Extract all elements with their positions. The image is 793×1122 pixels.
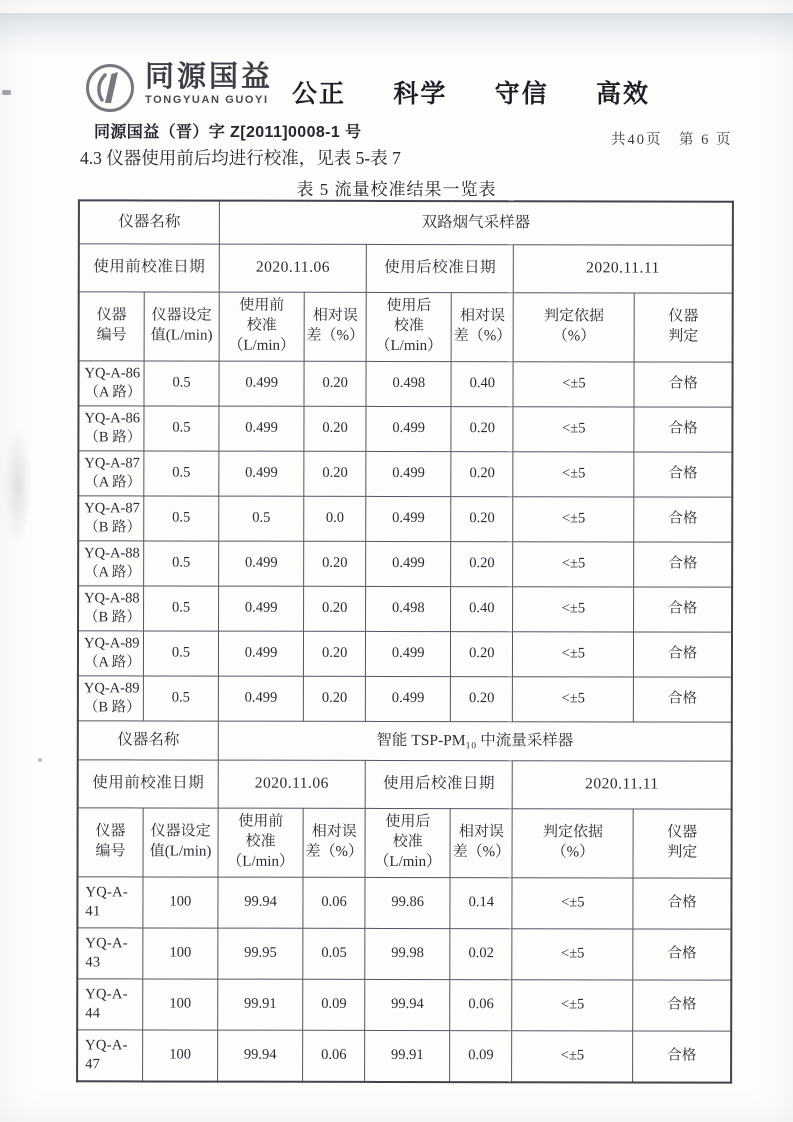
- instrument-id-cell: YQ-A-87 （B 路）: [78, 496, 143, 541]
- table-cell: 0.498: [366, 361, 451, 406]
- table-cell: 0.06: [303, 877, 365, 928]
- table-cell: 100: [143, 979, 218, 1030]
- column-header: 仪器 判定: [633, 809, 731, 878]
- table-cell: <±5: [512, 1031, 633, 1083]
- company-brand: [84, 62, 273, 114]
- post-date-label: 使用后校准日期: [366, 244, 513, 292]
- table-cell: 0.02: [450, 929, 512, 980]
- table-cell: 0.499: [219, 541, 304, 586]
- table-cell: 合格: [634, 497, 732, 542]
- column-header: 判定依据 （%）: [513, 293, 634, 362]
- column-header: 仪器 编号: [79, 292, 145, 361]
- company-name-cn: 同源国益: [145, 61, 274, 93]
- table-cell: 99.94: [218, 877, 303, 928]
- table-cell: 100: [142, 1030, 217, 1082]
- table-cell: <±5: [512, 929, 633, 980]
- table-row: [78, 451, 732, 497]
- instrument-name-value: 双路烟气采样器: [219, 201, 732, 246]
- table-cell: 0.20: [451, 542, 513, 587]
- scan-top-shading: [0, 13, 793, 59]
- table-row: [77, 928, 731, 980]
- column-header-row: [78, 808, 732, 878]
- table-row: [77, 1030, 731, 1083]
- table-cell: 100: [143, 928, 218, 979]
- table-cell: 0.499: [219, 406, 304, 451]
- slogan-word: 高效: [595, 81, 650, 108]
- company-name-en: TONGYUAN GUOYI: [145, 94, 269, 106]
- table-cell: <±5: [513, 587, 634, 632]
- table-cell: 0.06: [450, 980, 512, 1031]
- pre-date-label: 使用前校准日期: [79, 244, 220, 292]
- table-row: [78, 586, 732, 632]
- table-cell: <±5: [512, 878, 633, 929]
- section-heading: 4.3 仪器使用前后均进行校准，见表 5-表 7: [80, 148, 401, 168]
- table-cell: 0.5: [144, 361, 219, 406]
- column-header: 仪器设定 值(L/min): [143, 808, 218, 877]
- table-cell: 0.499: [219, 631, 304, 676]
- table-cell: 99.91: [218, 979, 303, 1030]
- table-cell: 0.5: [144, 541, 219, 586]
- table-cell: 0.0: [304, 496, 366, 541]
- instrument-id-cell: YQ-A-88 （A 路）: [78, 541, 143, 586]
- column-header: 仪器设定 值(L/min): [144, 292, 219, 361]
- table-cell: 99.91: [365, 1030, 450, 1082]
- table-cell: <±5: [513, 677, 634, 722]
- table-cell: 0.20: [451, 632, 513, 677]
- table-cell: 0.20: [303, 676, 365, 721]
- company-name: [145, 62, 273, 106]
- table-cell: 0.5: [144, 451, 219, 496]
- table-cell: <±5: [513, 497, 634, 542]
- table-cell: <±5: [513, 542, 634, 587]
- table-cell: 0.499: [366, 406, 451, 451]
- table-cell: 0.499: [219, 586, 304, 631]
- table-section-smoke-gas-sampler: [78, 200, 733, 722]
- pre-date-value: 2020.11.06: [218, 760, 365, 808]
- column-header: 相对误 差（%）: [304, 292, 366, 361]
- table-cell: <±5: [513, 407, 634, 452]
- column-header: 使用后 校准 （L/min）: [366, 292, 451, 361]
- pre-date-value: 2020.11.06: [219, 244, 366, 292]
- table-cell: 99.98: [365, 928, 450, 979]
- table-cell: 0.20: [451, 497, 513, 542]
- instrument-id-cell: YQ-A-89 （B 路）: [78, 676, 143, 721]
- table-cell: 合格: [634, 362, 732, 407]
- table-cell: 0.499: [366, 496, 451, 541]
- scan-artifact: [4, 426, 32, 546]
- table-cell: 0.40: [451, 587, 513, 632]
- slogan-word: 公正: [292, 81, 347, 108]
- instrument-id-cell: YQ-A-43: [77, 928, 142, 979]
- table-cell: 100: [143, 877, 218, 928]
- table-cell: 合格: [634, 452, 732, 497]
- table-cell: 0.06: [303, 1030, 365, 1082]
- table-row: [78, 631, 732, 677]
- column-header: 使用前 校准 （L/min）: [219, 292, 304, 361]
- instrument-id-cell: YQ-A-41: [77, 877, 142, 928]
- calibration-dates-row: [79, 244, 733, 293]
- instrument-id-cell: YQ-A-86 （B 路）: [78, 406, 143, 451]
- scan-artifact: [2, 90, 11, 95]
- column-header-row: [79, 292, 733, 362]
- instrument-id-cell: YQ-A-87 （A 路）: [78, 451, 143, 496]
- table-cell: 0.498: [366, 586, 451, 631]
- instrument-id-cell: YQ-A-86 （A 路）: [78, 361, 143, 406]
- instrument-name-row: [79, 200, 733, 245]
- instrument-name-label: 仪器名称: [78, 721, 219, 760]
- table-cell: 0.499: [366, 631, 451, 676]
- instrument-id-cell: YQ-A-44: [77, 979, 142, 1030]
- table-cell: 0.5: [144, 496, 219, 541]
- instrument-id-cell: YQ-A-89 （A 路）: [78, 631, 143, 676]
- table-section-tsp-pm10-sampler: [77, 721, 732, 1083]
- column-header: 使用前 校准 （L/min）: [218, 808, 303, 877]
- slogan-word: 守信: [494, 81, 549, 108]
- column-header: 相对误 差（%）: [451, 293, 513, 362]
- table-cell: 0.20: [304, 406, 366, 451]
- table-row: [78, 361, 732, 407]
- company-logo-icon: [84, 62, 136, 114]
- instrument-id-cell: YQ-A-88 （B 路）: [78, 586, 143, 631]
- table-cell: 0.20: [451, 407, 513, 452]
- slogan: [292, 74, 650, 110]
- slogan-word: 科学: [393, 81, 448, 108]
- table-cell: 99.86: [365, 877, 450, 928]
- scan-artifact: [38, 758, 42, 762]
- table-cell: 0.5: [143, 676, 218, 721]
- table-cell: 0.499: [218, 676, 303, 721]
- table-cell: 合格: [634, 677, 732, 722]
- table-cell: 99.95: [218, 928, 303, 979]
- column-header: 相对误 差（%）: [303, 808, 365, 877]
- table-title: 表 5 流量校准结果一览表: [296, 180, 497, 199]
- table-row: [78, 541, 732, 587]
- instrument-id-cell: YQ-A-47: [77, 1030, 142, 1082]
- table-cell: 0.05: [303, 928, 365, 979]
- pre-date-label: 使用前校准日期: [78, 760, 219, 808]
- post-date-value: 2020.11.11: [514, 245, 733, 293]
- instrument-name-label: 仪器名称: [79, 200, 220, 244]
- flow-calibration-table: [76, 199, 734, 1083]
- table-cell: 0.20: [304, 451, 366, 496]
- table-cell: 合格: [633, 1031, 731, 1083]
- table-row: [77, 877, 731, 929]
- table-row: [78, 496, 732, 542]
- column-header: 仪器 编号: [78, 808, 144, 877]
- table-cell: 0.20: [304, 361, 366, 406]
- page-indicator: 共40页 第 6 页: [611, 132, 733, 148]
- table-cell: 0.5: [143, 631, 218, 676]
- post-date-label: 使用后校准日期: [365, 760, 512, 808]
- table-cell: 0.5: [144, 406, 219, 451]
- table-cell: <±5: [512, 980, 633, 1031]
- table-cell: <±5: [513, 452, 634, 497]
- column-header: 判定依据 （%）: [512, 809, 633, 878]
- table-cell: 合格: [633, 980, 731, 1031]
- calibration-dates-row: [78, 760, 732, 809]
- table-cell: 0.14: [450, 878, 512, 929]
- table-cell: 合格: [634, 542, 732, 587]
- table-cell: 0.499: [366, 451, 451, 496]
- table-cell: 99.94: [365, 979, 450, 1030]
- table-cell: 0.5: [143, 586, 218, 631]
- table-cell: 合格: [634, 587, 732, 632]
- table-row: [77, 979, 731, 1031]
- table-cell: 0.20: [451, 677, 513, 722]
- table-cell: 0.09: [450, 1031, 512, 1083]
- document-number: 同源国益（晋）字 Z[2011]0008-1 号: [94, 124, 362, 141]
- column-header: 使用后 校准 （L/min）: [365, 808, 450, 877]
- table-cell: 0.20: [304, 541, 366, 586]
- column-header: 仪器 判定: [634, 293, 732, 362]
- table-cell: 0.5: [219, 496, 304, 541]
- table-row: [78, 676, 732, 722]
- table-cell: 0.499: [366, 676, 451, 721]
- table-cell: <±5: [513, 362, 634, 407]
- table-cell: <±5: [513, 632, 634, 677]
- table-cell: 合格: [633, 878, 731, 929]
- table-cell: 0.20: [451, 452, 513, 497]
- instrument-name-row: [78, 721, 732, 761]
- post-date-value: 2020.11.11: [513, 761, 732, 809]
- table-row: [78, 406, 732, 452]
- table-cell: 0.20: [304, 631, 366, 676]
- calibration-table-wrap: [76, 199, 734, 1083]
- table-cell: 0.499: [219, 451, 304, 496]
- table-cell: 合格: [634, 407, 732, 452]
- table-cell: 0.499: [366, 541, 451, 586]
- table-cell: 合格: [634, 632, 732, 677]
- table-cell: 合格: [633, 929, 731, 980]
- table-cell: 0.499: [219, 361, 304, 406]
- table-cell: 99.94: [218, 1030, 303, 1082]
- column-header: 相对误 差（%）: [450, 809, 512, 878]
- table-cell: 0.09: [303, 979, 365, 1030]
- table-cell: 0.40: [451, 362, 513, 407]
- table-cell: 0.20: [304, 586, 366, 631]
- instrument-name-value: 智能 TSP-PM₁₀ 中流量采样器: [218, 721, 731, 761]
